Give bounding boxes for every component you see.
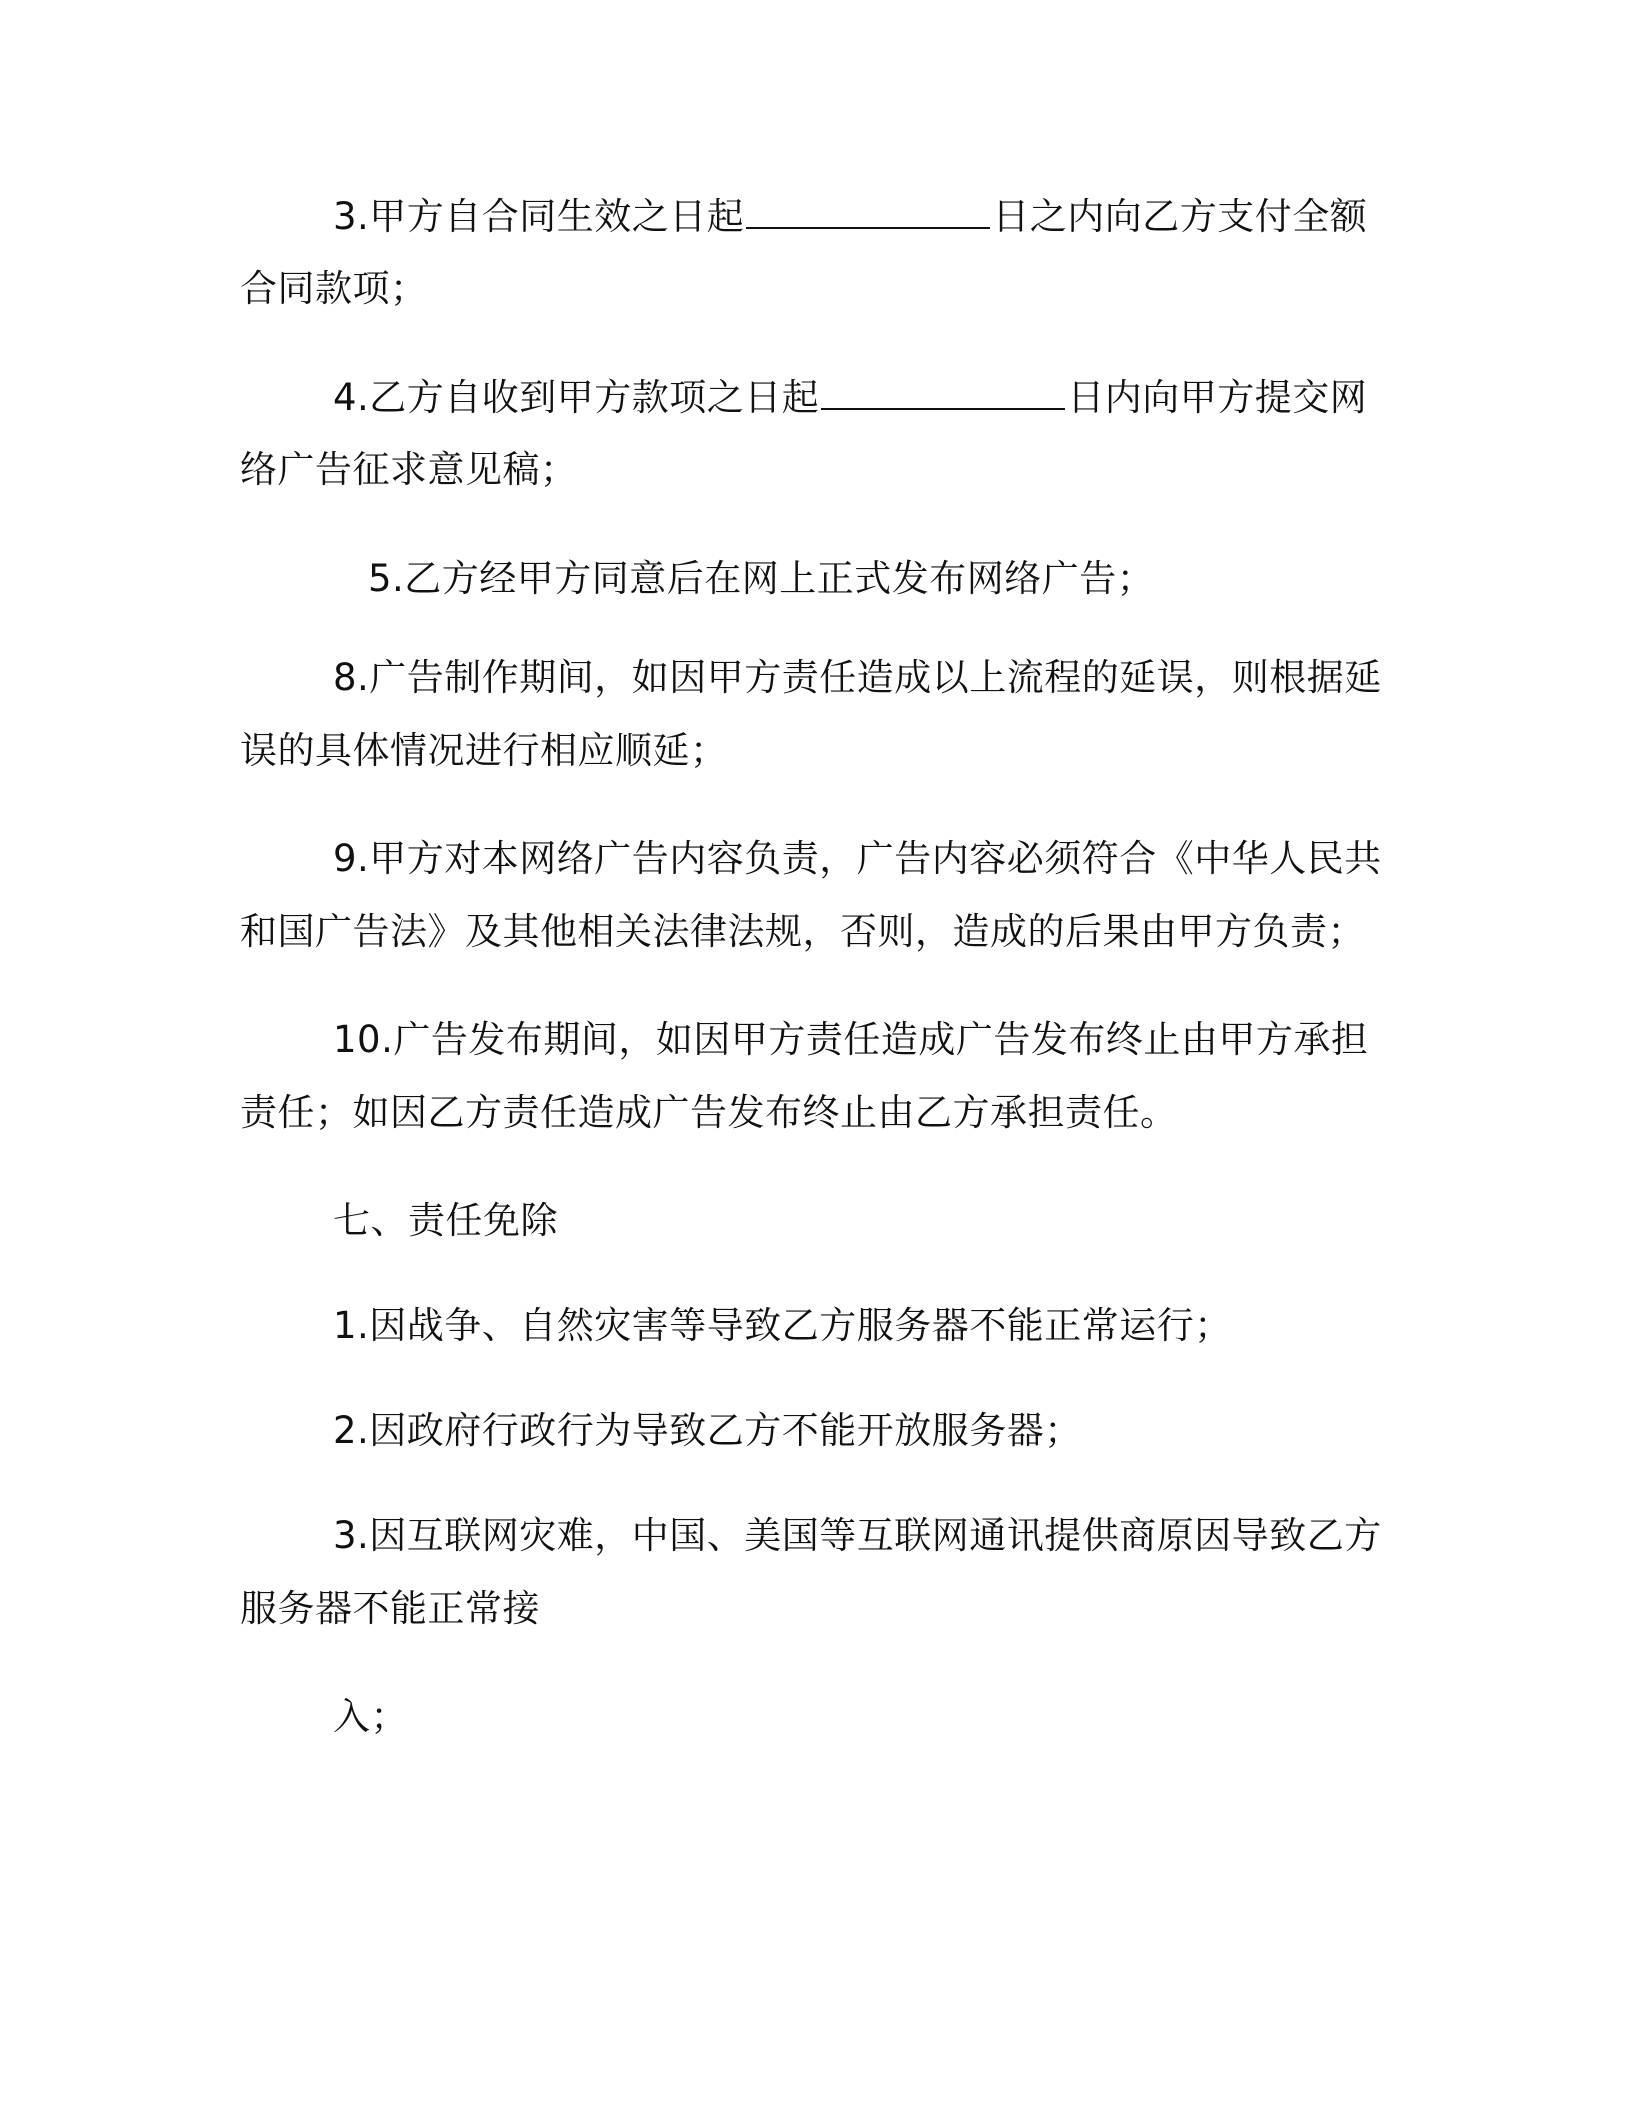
clause-8-line-1: 8.广告制作期间，如因甲方责任造成以上流程的延误，则根据延 — [333, 656, 1382, 699]
clause-4-line-2: 络广告征求意见稿； — [240, 448, 578, 491]
exemption-2: 2.因政府行政行为导致乙方不能开放服务器； — [333, 1409, 1082, 1452]
clause-3-line-2: 合同款项； — [240, 267, 428, 310]
clause-9-line-1: 9.甲方对本网络广告内容负责，广告内容必须符合《中华人民共 — [333, 837, 1382, 880]
exemption-3-line-1: 3.因互联网灾难，中国、美国等互联网通讯提供商原因导致乙方 — [333, 1514, 1382, 1557]
clause-3-line-1 — [333, 193, 1367, 241]
clause-3-text-before: 3.甲方自合同生效之日起 — [333, 195, 745, 238]
clause-9-line-2: 和国广告法》及其他相关法律法规，否则，造成的后果由甲方负责； — [240, 910, 1365, 953]
exemption-1: 1.因战争、自然灾害等导致乙方服务器不能正常运行； — [333, 1304, 1232, 1347]
clause-8-line-2: 误的具体情况进行相应顺延； — [240, 729, 728, 772]
clause-4-text-before: 4.乙方自收到甲方款项之日起 — [333, 376, 820, 419]
clause-5: 5.乙方经甲方同意后在网上正式发布网络广告； — [368, 557, 1155, 600]
clause-4-text-after: 日内向甲方提交网 — [1067, 376, 1368, 419]
clause-3-blank — [746, 195, 990, 229]
clause-10-line-1: 10.广告发布期间，如因甲方责任造成广告发布终止由甲方承担 — [333, 1018, 1369, 1061]
clause-4-blank — [821, 376, 1065, 410]
clause-4-line-1 — [333, 374, 1367, 422]
exemption-3-line-3: 入； — [333, 1695, 408, 1738]
clause-3-text-after: 日之内向乙方支付全额 — [992, 195, 1368, 238]
section-7-title: 七、责任免除 — [333, 1199, 558, 1242]
exemption-3-line-2: 服务器不能正常接 — [240, 1587, 540, 1630]
clause-10-line-2: 责任；如因乙方责任造成广告发布终止由乙方承担责任。 — [240, 1091, 1178, 1134]
